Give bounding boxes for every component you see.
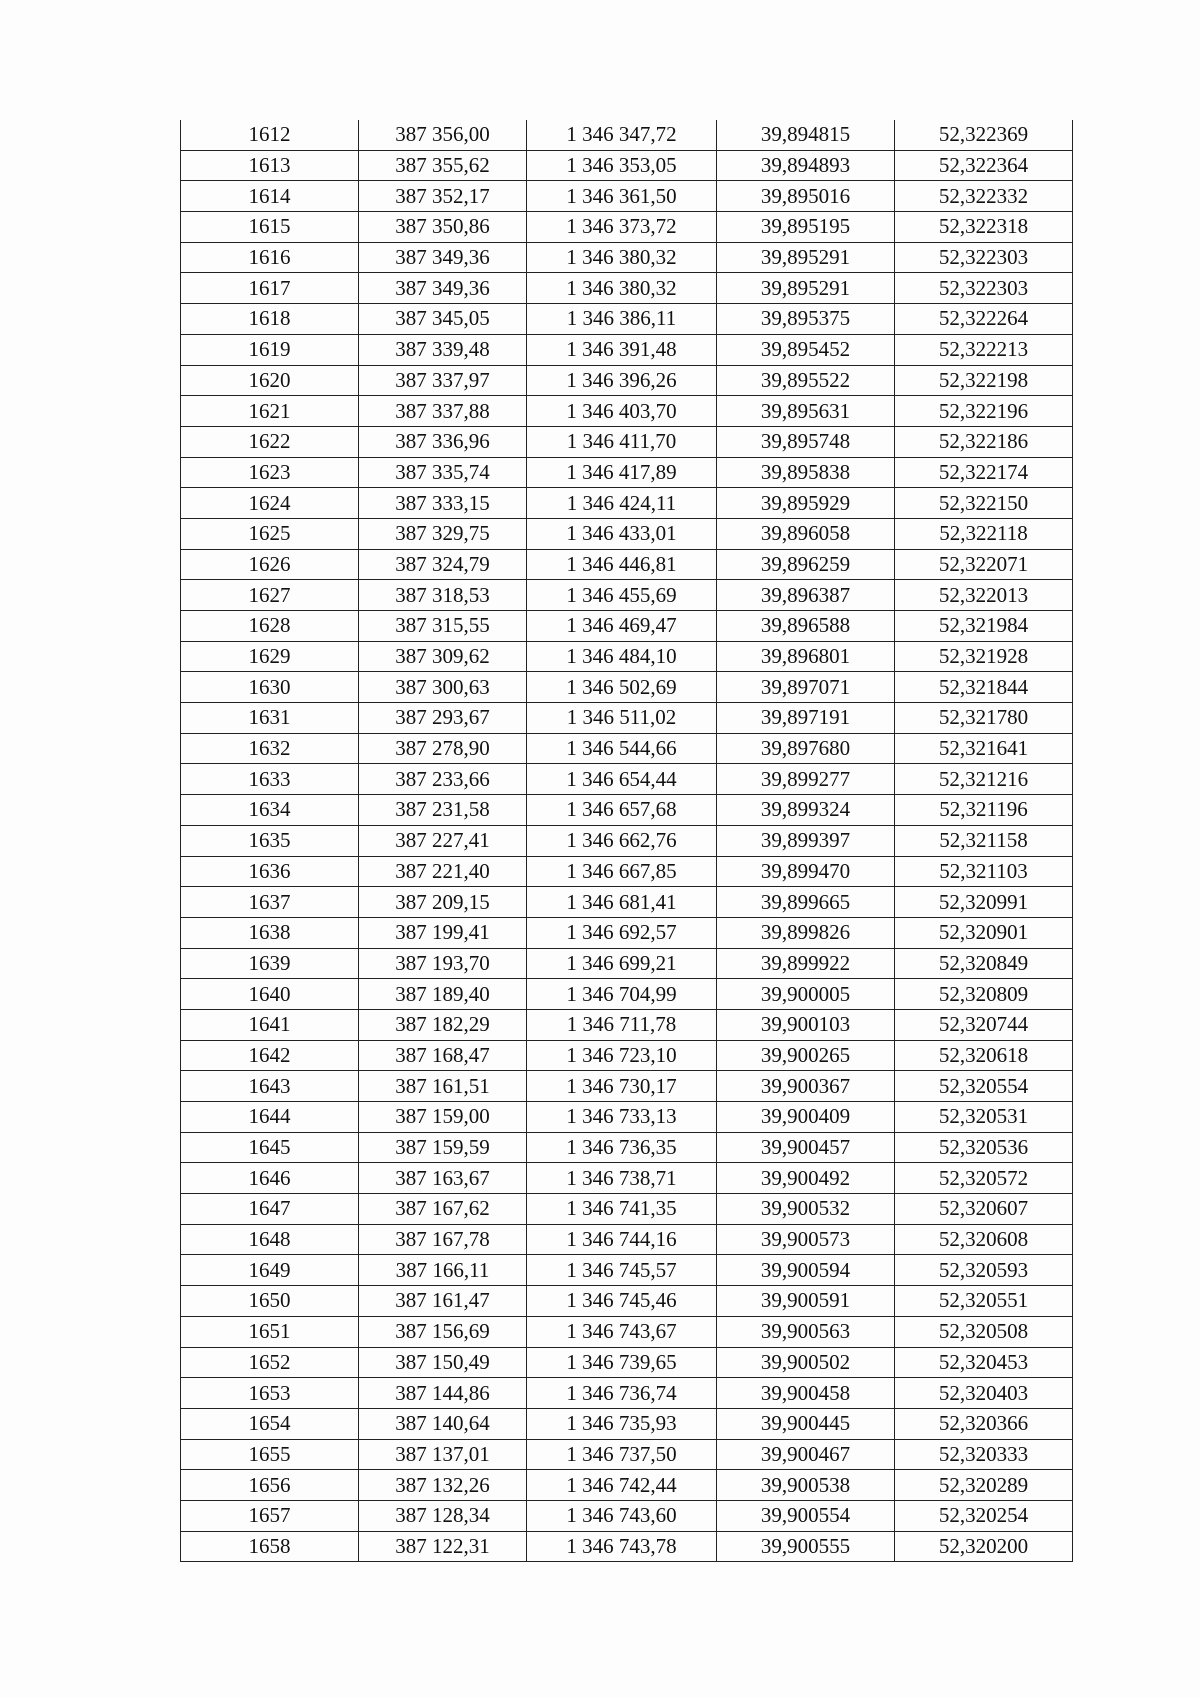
table-row — [181, 426, 1073, 457]
x-coordinate-cell: 387 345,05 — [359, 304, 527, 335]
table-row — [181, 1102, 1073, 1133]
longitude-cell: 52,320289 — [895, 1470, 1073, 1501]
y-coordinate-cell: 1 346 681,41 — [527, 887, 717, 918]
table-row — [181, 1194, 1073, 1225]
point-number-cell: 1614 — [181, 181, 359, 212]
table-row — [181, 764, 1073, 795]
point-number-cell: 1619 — [181, 334, 359, 365]
point-number-cell: 1612 — [181, 120, 359, 150]
x-coordinate-cell: 387 336,96 — [359, 426, 527, 457]
x-coordinate-cell: 387 337,88 — [359, 396, 527, 427]
y-coordinate-cell: 1 346 455,69 — [527, 580, 717, 611]
longitude-cell: 52,321158 — [895, 825, 1073, 856]
point-number-cell: 1650 — [181, 1286, 359, 1317]
point-number-cell: 1622 — [181, 426, 359, 457]
longitude-cell: 52,320593 — [895, 1255, 1073, 1286]
x-coordinate-cell: 387 337,97 — [359, 365, 527, 396]
latitude-cell: 39,900538 — [717, 1470, 895, 1501]
x-coordinate-cell: 387 350,86 — [359, 212, 527, 243]
longitude-cell: 52,322303 — [895, 242, 1073, 273]
y-coordinate-cell: 1 346 417,89 — [527, 457, 717, 488]
x-coordinate-cell: 387 329,75 — [359, 518, 527, 549]
table-row — [181, 1132, 1073, 1163]
x-coordinate-cell: 387 231,58 — [359, 795, 527, 826]
y-coordinate-cell: 1 346 743,78 — [527, 1531, 717, 1562]
longitude-cell: 52,320531 — [895, 1102, 1073, 1133]
latitude-cell: 39,895016 — [717, 181, 895, 212]
table-row — [181, 120, 1073, 150]
table-row — [181, 1071, 1073, 1102]
y-coordinate-cell: 1 346 544,66 — [527, 733, 717, 764]
point-number-cell: 1623 — [181, 457, 359, 488]
point-number-cell: 1649 — [181, 1255, 359, 1286]
table-row — [181, 1439, 1073, 1470]
y-coordinate-cell: 1 346 386,11 — [527, 304, 717, 335]
y-coordinate-cell: 1 346 741,35 — [527, 1194, 717, 1225]
point-number-cell: 1658 — [181, 1531, 359, 1562]
longitude-cell: 52,320536 — [895, 1132, 1073, 1163]
x-coordinate-cell: 387 140,64 — [359, 1408, 527, 1439]
y-coordinate-cell: 1 346 380,32 — [527, 242, 717, 273]
point-number-cell: 1636 — [181, 856, 359, 887]
table-row — [181, 917, 1073, 948]
x-coordinate-cell: 387 161,47 — [359, 1286, 527, 1317]
point-number-cell: 1639 — [181, 948, 359, 979]
point-number-cell: 1624 — [181, 488, 359, 519]
table-row — [181, 580, 1073, 611]
table-row — [181, 979, 1073, 1010]
table-row — [181, 1286, 1073, 1317]
table-row — [181, 1531, 1073, 1562]
longitude-cell: 52,320572 — [895, 1163, 1073, 1194]
latitude-cell: 39,900591 — [717, 1286, 895, 1317]
longitude-cell: 52,320554 — [895, 1071, 1073, 1102]
table-row — [181, 457, 1073, 488]
latitude-cell: 39,899826 — [717, 917, 895, 948]
x-coordinate-cell: 387 159,59 — [359, 1132, 527, 1163]
point-number-cell: 1653 — [181, 1378, 359, 1409]
latitude-cell: 39,897071 — [717, 672, 895, 703]
longitude-cell: 52,322013 — [895, 580, 1073, 611]
latitude-cell: 39,897680 — [717, 733, 895, 764]
y-coordinate-cell: 1 346 723,10 — [527, 1040, 717, 1071]
table-row — [181, 242, 1073, 273]
latitude-cell: 39,895452 — [717, 334, 895, 365]
table-row — [181, 733, 1073, 764]
longitude-cell: 52,322213 — [895, 334, 1073, 365]
point-number-cell: 1625 — [181, 518, 359, 549]
longitude-cell: 52,320809 — [895, 979, 1073, 1010]
table-row — [181, 1408, 1073, 1439]
latitude-cell: 39,897191 — [717, 703, 895, 734]
point-number-cell: 1640 — [181, 979, 359, 1010]
y-coordinate-cell: 1 346 699,21 — [527, 948, 717, 979]
latitude-cell: 39,900563 — [717, 1316, 895, 1347]
y-coordinate-cell: 1 346 657,68 — [527, 795, 717, 826]
latitude-cell: 39,895929 — [717, 488, 895, 519]
table-row — [181, 518, 1073, 549]
latitude-cell: 39,895195 — [717, 212, 895, 243]
table-row — [181, 703, 1073, 734]
longitude-cell: 52,322196 — [895, 396, 1073, 427]
x-coordinate-cell: 387 132,26 — [359, 1470, 527, 1501]
table-row — [181, 181, 1073, 212]
y-coordinate-cell: 1 346 737,50 — [527, 1439, 717, 1470]
longitude-cell: 52,320453 — [895, 1347, 1073, 1378]
point-number-cell: 1644 — [181, 1102, 359, 1133]
point-number-cell: 1628 — [181, 611, 359, 642]
x-coordinate-cell: 387 193,70 — [359, 948, 527, 979]
x-coordinate-cell: 387 189,40 — [359, 979, 527, 1010]
longitude-cell: 52,322332 — [895, 181, 1073, 212]
x-coordinate-cell: 387 315,55 — [359, 611, 527, 642]
table-row — [181, 641, 1073, 672]
point-number-cell: 1641 — [181, 1009, 359, 1040]
point-number-cell: 1647 — [181, 1194, 359, 1225]
latitude-cell: 39,899470 — [717, 856, 895, 887]
longitude-cell: 52,322364 — [895, 150, 1073, 181]
point-number-cell: 1645 — [181, 1132, 359, 1163]
latitude-cell: 39,899922 — [717, 948, 895, 979]
longitude-cell: 52,322186 — [895, 426, 1073, 457]
latitude-cell: 39,900594 — [717, 1255, 895, 1286]
x-coordinate-cell: 387 335,74 — [359, 457, 527, 488]
longitude-cell: 52,322303 — [895, 273, 1073, 304]
table-row — [181, 948, 1073, 979]
x-coordinate-cell: 387 324,79 — [359, 549, 527, 580]
longitude-cell: 52,320607 — [895, 1194, 1073, 1225]
point-number-cell: 1617 — [181, 273, 359, 304]
y-coordinate-cell: 1 346 730,17 — [527, 1071, 717, 1102]
table-row — [181, 150, 1073, 181]
x-coordinate-cell: 387 122,31 — [359, 1531, 527, 1562]
latitude-cell: 39,899665 — [717, 887, 895, 918]
table-row — [181, 1224, 1073, 1255]
point-number-cell: 1646 — [181, 1163, 359, 1194]
latitude-cell: 39,900409 — [717, 1102, 895, 1133]
table-row — [181, 549, 1073, 580]
y-coordinate-cell: 1 346 424,11 — [527, 488, 717, 519]
latitude-cell: 39,895375 — [717, 304, 895, 335]
longitude-cell: 52,321780 — [895, 703, 1073, 734]
x-coordinate-cell: 387 209,15 — [359, 887, 527, 918]
x-coordinate-cell: 387 349,36 — [359, 273, 527, 304]
x-coordinate-cell: 387 161,51 — [359, 1071, 527, 1102]
latitude-cell: 39,895291 — [717, 242, 895, 273]
table-row — [181, 365, 1073, 396]
latitude-cell: 39,900458 — [717, 1378, 895, 1409]
x-coordinate-cell: 387 333,15 — [359, 488, 527, 519]
x-coordinate-cell: 387 167,62 — [359, 1194, 527, 1225]
y-coordinate-cell: 1 346 373,72 — [527, 212, 717, 243]
y-coordinate-cell: 1 346 711,78 — [527, 1009, 717, 1040]
y-coordinate-cell: 1 346 484,10 — [527, 641, 717, 672]
point-number-cell: 1655 — [181, 1439, 359, 1470]
longitude-cell: 52,321928 — [895, 641, 1073, 672]
point-number-cell: 1620 — [181, 365, 359, 396]
latitude-cell: 39,900265 — [717, 1040, 895, 1071]
latitude-cell: 39,900555 — [717, 1531, 895, 1562]
table-row — [181, 1009, 1073, 1040]
point-number-cell: 1654 — [181, 1408, 359, 1439]
longitude-cell: 52,322150 — [895, 488, 1073, 519]
point-number-cell: 1629 — [181, 641, 359, 672]
longitude-cell: 52,322318 — [895, 212, 1073, 243]
x-coordinate-cell: 387 156,69 — [359, 1316, 527, 1347]
y-coordinate-cell: 1 346 502,69 — [527, 672, 717, 703]
x-coordinate-cell: 387 199,41 — [359, 917, 527, 948]
point-number-cell: 1618 — [181, 304, 359, 335]
x-coordinate-cell: 387 352,17 — [359, 181, 527, 212]
point-number-cell: 1648 — [181, 1224, 359, 1255]
latitude-cell: 39,896801 — [717, 641, 895, 672]
longitude-cell: 52,321196 — [895, 795, 1073, 826]
coordinates-table-body — [181, 120, 1073, 1562]
y-coordinate-cell: 1 346 667,85 — [527, 856, 717, 887]
table-row — [181, 1316, 1073, 1347]
longitude-cell: 52,320618 — [895, 1040, 1073, 1071]
longitude-cell: 52,320608 — [895, 1224, 1073, 1255]
y-coordinate-cell: 1 346 692,57 — [527, 917, 717, 948]
x-coordinate-cell: 387 144,86 — [359, 1378, 527, 1409]
longitude-cell: 52,322174 — [895, 457, 1073, 488]
x-coordinate-cell: 387 159,00 — [359, 1102, 527, 1133]
x-coordinate-cell: 387 167,78 — [359, 1224, 527, 1255]
y-coordinate-cell: 1 346 704,99 — [527, 979, 717, 1010]
y-coordinate-cell: 1 346 380,32 — [527, 273, 717, 304]
latitude-cell: 39,894815 — [717, 120, 895, 150]
x-coordinate-cell: 387 128,34 — [359, 1500, 527, 1531]
point-number-cell: 1626 — [181, 549, 359, 580]
longitude-cell: 52,322264 — [895, 304, 1073, 335]
y-coordinate-cell: 1 346 733,13 — [527, 1102, 717, 1133]
latitude-cell: 39,900502 — [717, 1347, 895, 1378]
longitude-cell: 52,321984 — [895, 611, 1073, 642]
x-coordinate-cell: 387 293,67 — [359, 703, 527, 734]
table-row — [181, 887, 1073, 918]
longitude-cell: 52,322198 — [895, 365, 1073, 396]
table-row — [181, 1163, 1073, 1194]
y-coordinate-cell: 1 346 411,70 — [527, 426, 717, 457]
y-coordinate-cell: 1 346 446,81 — [527, 549, 717, 580]
longitude-cell: 52,320551 — [895, 1286, 1073, 1317]
point-number-cell: 1621 — [181, 396, 359, 427]
latitude-cell: 39,896058 — [717, 518, 895, 549]
table-row — [181, 1470, 1073, 1501]
point-number-cell: 1656 — [181, 1470, 359, 1501]
x-coordinate-cell: 387 309,62 — [359, 641, 527, 672]
latitude-cell: 39,899277 — [717, 764, 895, 795]
point-number-cell: 1651 — [181, 1316, 359, 1347]
table-row — [181, 488, 1073, 519]
table-row — [181, 611, 1073, 642]
point-number-cell: 1638 — [181, 917, 359, 948]
x-coordinate-cell: 387 168,47 — [359, 1040, 527, 1071]
y-coordinate-cell: 1 346 743,60 — [527, 1500, 717, 1531]
table-row — [181, 825, 1073, 856]
y-coordinate-cell: 1 346 736,35 — [527, 1132, 717, 1163]
latitude-cell: 39,895631 — [717, 396, 895, 427]
point-number-cell: 1630 — [181, 672, 359, 703]
latitude-cell: 39,895291 — [717, 273, 895, 304]
table-row — [181, 1500, 1073, 1531]
x-coordinate-cell: 387 356,00 — [359, 120, 527, 150]
y-coordinate-cell: 1 346 745,46 — [527, 1286, 717, 1317]
y-coordinate-cell: 1 346 391,48 — [527, 334, 717, 365]
latitude-cell: 39,896588 — [717, 611, 895, 642]
longitude-cell: 52,321103 — [895, 856, 1073, 887]
point-number-cell: 1635 — [181, 825, 359, 856]
y-coordinate-cell: 1 346 361,50 — [527, 181, 717, 212]
table-row — [181, 334, 1073, 365]
point-number-cell: 1616 — [181, 242, 359, 273]
y-coordinate-cell: 1 346 654,44 — [527, 764, 717, 795]
longitude-cell: 52,322071 — [895, 549, 1073, 580]
y-coordinate-cell: 1 346 738,71 — [527, 1163, 717, 1194]
table-row — [181, 273, 1073, 304]
coordinates-table — [180, 120, 1073, 1562]
latitude-cell: 39,896387 — [717, 580, 895, 611]
table-row — [181, 304, 1073, 335]
point-number-cell: 1643 — [181, 1071, 359, 1102]
longitude-cell: 52,321641 — [895, 733, 1073, 764]
longitude-cell: 52,322369 — [895, 120, 1073, 150]
table-row — [181, 1347, 1073, 1378]
x-coordinate-cell: 387 166,11 — [359, 1255, 527, 1286]
x-coordinate-cell: 387 300,63 — [359, 672, 527, 703]
longitude-cell: 52,320508 — [895, 1316, 1073, 1347]
longitude-cell: 52,320744 — [895, 1009, 1073, 1040]
latitude-cell: 39,899397 — [717, 825, 895, 856]
longitude-cell: 52,320901 — [895, 917, 1073, 948]
longitude-cell: 52,320254 — [895, 1500, 1073, 1531]
y-coordinate-cell: 1 346 396,26 — [527, 365, 717, 396]
longitude-cell: 52,321844 — [895, 672, 1073, 703]
latitude-cell: 39,900467 — [717, 1439, 895, 1470]
y-coordinate-cell: 1 346 469,47 — [527, 611, 717, 642]
longitude-cell: 52,320991 — [895, 887, 1073, 918]
point-number-cell: 1642 — [181, 1040, 359, 1071]
latitude-cell: 39,896259 — [717, 549, 895, 580]
y-coordinate-cell: 1 346 739,65 — [527, 1347, 717, 1378]
y-coordinate-cell: 1 346 347,72 — [527, 120, 717, 150]
point-number-cell: 1615 — [181, 212, 359, 243]
x-coordinate-cell: 387 349,36 — [359, 242, 527, 273]
x-coordinate-cell: 387 137,01 — [359, 1439, 527, 1470]
latitude-cell: 39,900367 — [717, 1071, 895, 1102]
table-row — [181, 396, 1073, 427]
latitude-cell: 39,900492 — [717, 1163, 895, 1194]
y-coordinate-cell: 1 346 743,67 — [527, 1316, 717, 1347]
x-coordinate-cell: 387 278,90 — [359, 733, 527, 764]
point-number-cell: 1633 — [181, 764, 359, 795]
longitude-cell: 52,320849 — [895, 948, 1073, 979]
table-row — [181, 212, 1073, 243]
y-coordinate-cell: 1 346 433,01 — [527, 518, 717, 549]
y-coordinate-cell: 1 346 735,93 — [527, 1408, 717, 1439]
x-coordinate-cell: 387 150,49 — [359, 1347, 527, 1378]
point-number-cell: 1637 — [181, 887, 359, 918]
point-number-cell: 1657 — [181, 1500, 359, 1531]
point-number-cell: 1627 — [181, 580, 359, 611]
point-number-cell: 1632 — [181, 733, 359, 764]
longitude-cell: 52,321216 — [895, 764, 1073, 795]
point-number-cell: 1631 — [181, 703, 359, 734]
table-row — [181, 1378, 1073, 1409]
latitude-cell: 39,900103 — [717, 1009, 895, 1040]
latitude-cell: 39,895748 — [717, 426, 895, 457]
latitude-cell: 39,895522 — [717, 365, 895, 396]
latitude-cell: 39,899324 — [717, 795, 895, 826]
y-coordinate-cell: 1 346 742,44 — [527, 1470, 717, 1501]
x-coordinate-cell: 387 233,66 — [359, 764, 527, 795]
longitude-cell: 52,320366 — [895, 1408, 1073, 1439]
y-coordinate-cell: 1 346 744,16 — [527, 1224, 717, 1255]
latitude-cell: 39,900005 — [717, 979, 895, 1010]
x-coordinate-cell: 387 163,67 — [359, 1163, 527, 1194]
point-number-cell: 1652 — [181, 1347, 359, 1378]
longitude-cell: 52,320200 — [895, 1531, 1073, 1562]
y-coordinate-cell: 1 346 353,05 — [527, 150, 717, 181]
x-coordinate-cell: 387 221,40 — [359, 856, 527, 887]
x-coordinate-cell: 387 355,62 — [359, 150, 527, 181]
latitude-cell: 39,900573 — [717, 1224, 895, 1255]
y-coordinate-cell: 1 346 745,57 — [527, 1255, 717, 1286]
point-number-cell: 1634 — [181, 795, 359, 826]
longitude-cell: 52,320403 — [895, 1378, 1073, 1409]
y-coordinate-cell: 1 346 403,70 — [527, 396, 717, 427]
latitude-cell: 39,900457 — [717, 1132, 895, 1163]
x-coordinate-cell: 387 182,29 — [359, 1009, 527, 1040]
table-row — [181, 1255, 1073, 1286]
x-coordinate-cell: 387 339,48 — [359, 334, 527, 365]
x-coordinate-cell: 387 227,41 — [359, 825, 527, 856]
latitude-cell: 39,900445 — [717, 1408, 895, 1439]
longitude-cell: 52,322118 — [895, 518, 1073, 549]
y-coordinate-cell: 1 346 511,02 — [527, 703, 717, 734]
y-coordinate-cell: 1 346 662,76 — [527, 825, 717, 856]
point-number-cell: 1613 — [181, 150, 359, 181]
table-row — [181, 672, 1073, 703]
table-row — [181, 1040, 1073, 1071]
latitude-cell: 39,900554 — [717, 1500, 895, 1531]
latitude-cell: 39,894893 — [717, 150, 895, 181]
latitude-cell: 39,900532 — [717, 1194, 895, 1225]
latitude-cell: 39,895838 — [717, 457, 895, 488]
longitude-cell: 52,320333 — [895, 1439, 1073, 1470]
y-coordinate-cell: 1 346 736,74 — [527, 1378, 717, 1409]
table-row — [181, 856, 1073, 887]
table-row — [181, 795, 1073, 826]
x-coordinate-cell: 387 318,53 — [359, 580, 527, 611]
